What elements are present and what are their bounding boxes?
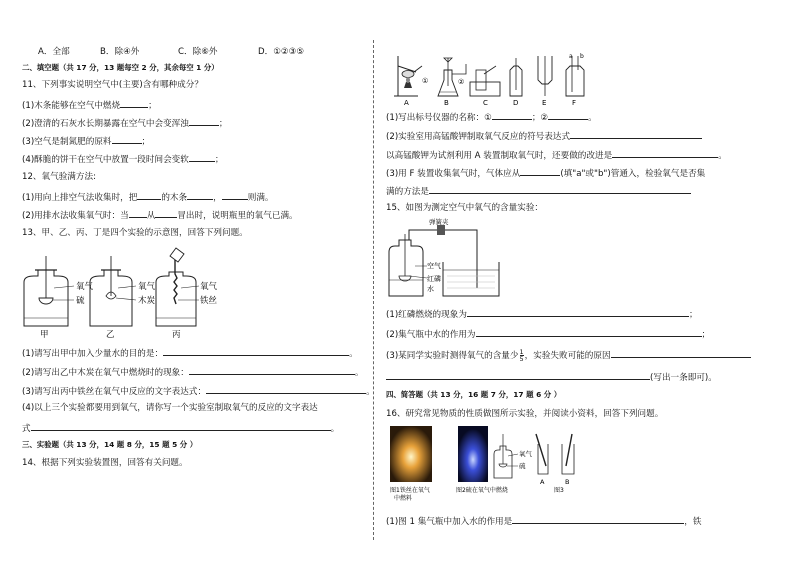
apparatus-a <box>394 56 422 96</box>
label-fig3-b: B <box>565 478 570 486</box>
q13-s3: (3)请写出丙中铁丝在氧气中反应的文字表达式： 。 <box>22 384 375 397</box>
q15-stem: 15、如图为测定空气中氧气的含量实验： <box>386 203 544 213</box>
q16-s1: (1)图 1 集气瓶中加入水的作用是 ，铁 <box>386 514 701 527</box>
label-iron-wire: 铁丝 <box>200 296 218 306</box>
q16-stem: 16、研究常见物质的性质做图所示实验，并阅读小资料，回答下列问题。 <box>386 409 664 419</box>
label-charcoal: 木炭 <box>138 296 156 306</box>
label-fig2-sulfur: 硫 <box>519 462 526 470</box>
label-sulfur: 硫 <box>76 296 85 306</box>
option-d: D．①②③⑤ <box>258 47 305 57</box>
apparatus-f <box>566 56 584 96</box>
section-2-heading: 二、填空题（共 17 分，13 题每空 2 分，其余每空 1 分） <box>22 63 219 72</box>
q15-s1: (1)红磷燃烧的现象为 ； <box>386 307 698 320</box>
q12-stem: 12、氧气验满方法: <box>22 172 96 182</box>
fig3-diagram <box>536 434 574 474</box>
jar-jia <box>24 256 74 326</box>
q11-s2: (2)澄清的石灰水长期暴露在空气中会变浑浊 ； <box>22 116 227 129</box>
option-b: B．除④外 <box>100 47 140 57</box>
label-n1: ① <box>422 77 429 85</box>
label-bing: 丙 <box>172 330 181 340</box>
section-4-heading: 四、简答题（共 13 分，16 题 7 分，17 题 6 分 ） <box>386 390 562 399</box>
sulfur-jar-diagram <box>494 434 518 478</box>
q14-s3c: 满的方法是 <box>386 184 691 197</box>
q15-figure <box>385 218 503 298</box>
q13-s4: (4)以上三个实验都要用到氧气，请你写一个实验室制取氧气的反应的文字表达 <box>22 403 318 413</box>
jar-bing <box>156 248 199 326</box>
q14-s2: (2)实验室用高锰酸钾制取氧气反应的符号表达式 <box>386 129 702 142</box>
label-n2: ② <box>458 78 465 86</box>
q14-stem: 14、根据下列实验装置图，回答有关问题。 <box>22 458 188 468</box>
label-oxygen-jia: 氧气 <box>76 282 94 292</box>
label-yi: 乙 <box>106 330 115 340</box>
label-air: 空气 <box>427 262 441 270</box>
q14-apparatus-figure <box>388 52 588 107</box>
section-3-heading: 三、实验题（共 13 分，14 题 8 分，15 题 5 分 ） <box>22 440 198 449</box>
q11-s3: (3)空气是制氮肥的原料 ； <box>22 134 150 147</box>
jar-yi <box>90 256 136 326</box>
q11-s1: (1)木条能够在空气中燃烧 ； <box>22 98 157 111</box>
q13-s1: (1)请写出甲中加入少量水的目的是： 。 <box>22 346 358 359</box>
label-oxygen-bing: 氧气 <box>200 282 218 292</box>
label-fa: a <box>569 53 573 60</box>
q13-s2: (2)请写出乙中木炭在氧气中燃烧时的现象： 。 <box>22 365 363 378</box>
label-f: F <box>572 99 577 107</box>
q13-s4b: 式 。 <box>22 421 339 434</box>
label-a: A <box>404 99 409 107</box>
q12-s1: (1)用向上排空气法收集时，把 的木条 ， 则满。 <box>22 190 274 203</box>
label-oxygen-yi: 氧气 <box>138 282 156 292</box>
label-jia: 甲 <box>40 330 49 340</box>
label-spring-clamp: 弹簧夹 <box>429 218 449 226</box>
q15-s2: (2)集气瓶中水的作用为 ； <box>386 327 710 340</box>
iron-burning-photo <box>390 426 432 482</box>
label-b: B <box>444 99 449 107</box>
q11-stem: 11、下列事实说明空气中(主要)含有哪种成分？ <box>22 80 203 90</box>
apparatus-d <box>510 58 522 96</box>
label-fig2-oxygen: 氧气 <box>519 450 532 458</box>
q13-figure <box>18 244 218 340</box>
apparatus-e <box>538 56 552 96</box>
caption-fig3: 图3 <box>554 487 564 494</box>
fraction-one-fifth: $\frac{1}{5}$ <box>519 347 524 363</box>
caption-fig1-line2: 中燃料 <box>394 495 413 502</box>
label-water: 水 <box>427 285 434 293</box>
label-e: E <box>542 99 547 107</box>
option-c: C．除⑥外 <box>178 47 218 57</box>
apparatus-b <box>438 58 466 96</box>
label-red-phosphorus: 红磷 <box>427 275 441 283</box>
apparatus-c <box>470 66 500 96</box>
q11-s4: (4)酥脆的饼干在空气中放置一段时间会变软 ； <box>22 152 223 165</box>
caption-fig1-line1: 图1铁丝在氧气 <box>390 487 430 494</box>
beaker <box>443 262 499 296</box>
label-fb: b <box>580 53 584 60</box>
option-a: A．全部 <box>38 47 70 57</box>
caption-fig2: 图2硫在氧气中燃烧 <box>456 487 508 494</box>
q15-s3c: (写出一条即可)。 <box>386 370 717 383</box>
sulfur-burning-photo <box>458 426 488 482</box>
q16-figure <box>388 424 588 504</box>
q12-s2: (2)用排水法收集氧气时：当 从 冒出时，说明瓶里的氧气已满。 <box>22 208 298 221</box>
q14-s3: (3)用 F 装置收集氧气时，气体应从 (填"a"或"b")管通入，检验氧气是否集 <box>386 166 705 179</box>
q14-s1: (1)写出标号仪器的名称：① ；② 。 <box>386 110 597 123</box>
q14-s2b: 以高锰酸钾为试剂利用 A 装置制取氧气时，还要做的改进是 。 <box>386 148 727 161</box>
label-fig3-a: A <box>540 478 545 486</box>
label-c: C <box>483 99 488 107</box>
column-divider <box>373 40 374 540</box>
q13-stem: 13、甲、乙、丙、丁是四个实验的示意图，回答下列问题。 <box>22 228 248 238</box>
q15-s3: (3)某同学实验时测得氧气的含量少 $\frac{1}{5}$ ，实验失败可能的原因 <box>386 348 751 363</box>
label-d: D <box>513 99 519 107</box>
